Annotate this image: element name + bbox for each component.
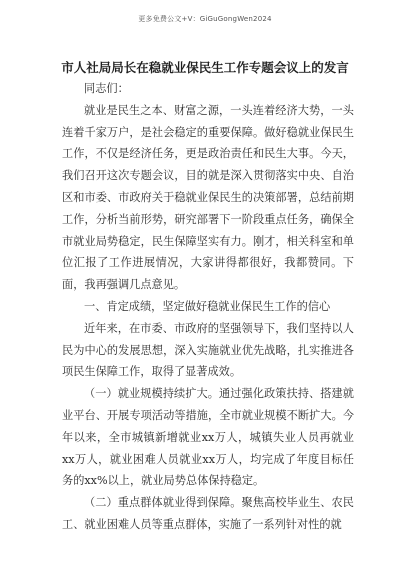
watermark-text: 更多免费公文+V：GiGuGongWen2024 bbox=[138, 15, 272, 23]
document-title: 市人社局局长在稳就业保民生工作专题会议上的发言 bbox=[61, 60, 349, 75]
paragraph-achievements: 近年来，在市委、市政府的坚强领导下，我们坚持以人民为中心的发展思想，深入实施就业优先战略，扎实推进各项民生保障工作，取得了显著成效。 bbox=[62, 321, 354, 379]
salutation: 同志们： bbox=[84, 82, 129, 95]
paragraph-intro: 就业是民生之本、财富之源，一头连着经济大势，一头连着千家万户，是社会稳定的重要保障。做好稳就业保民生工作，不仅是经济任务，更是政治责任和民生大事。今天，我们召开这次专题会议，目的就是深入贯彻落实中央、自治区和市委、市政府关于稳就业保民生的决策部署，总结前期工作，分析当前形势，研究部署下一阶段重点任务，确保全市就业局势稳定，民生保障坚实有力。刚才，相关科室和单位汇报了工作进展情况，大家讲得都很好，我都赞同。下面，我再强调几点意见。 bbox=[62, 103, 354, 292]
section-heading-1: 一、肯定成绩，坚定做好稳就业保民生工作的信心 bbox=[84, 299, 331, 313]
paragraph-key-groups: （二）重点群体就业得到保障。聚焦高校毕业生、农民工、就业困难人员等重点群体，实施了一系列针对性的就 bbox=[62, 496, 354, 531]
paragraph-employment-scale: （一）就业规模持续扩大。通过强化政策扶持、搭建就业平台、开展专项活动等措施，全市就业规模不断扩大。今年以来，全市城镇新增就业xx万人，城镇失业人员再就业xx万人，就业困难人员就业xx万人，均完成了年度目标任务的xx%以上，就业局势总体保持稳定。 bbox=[62, 387, 354, 488]
document-body bbox=[62, 78, 354, 536]
